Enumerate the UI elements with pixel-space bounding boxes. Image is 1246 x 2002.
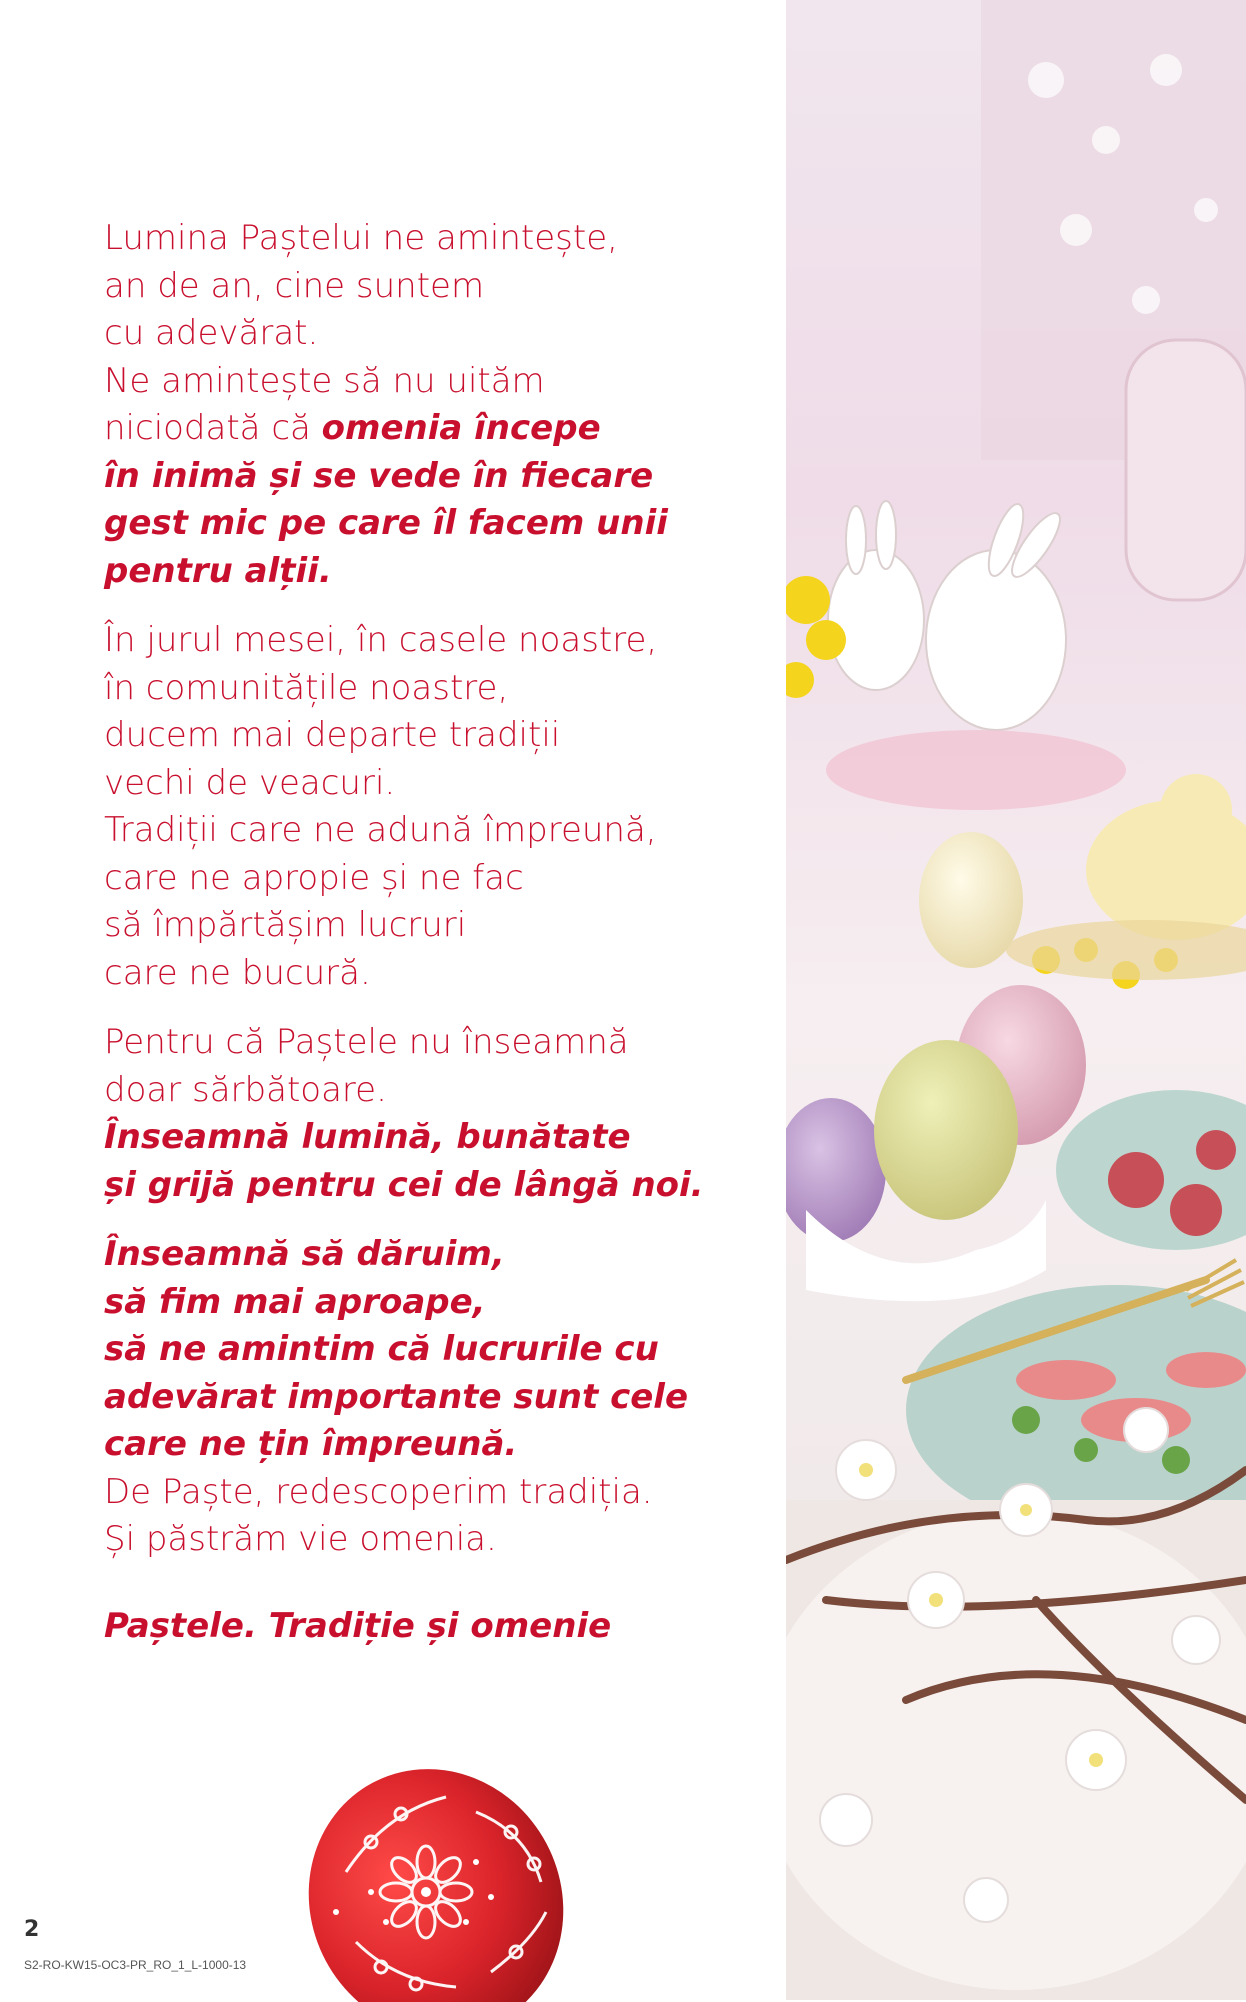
paragraph-1 <box>104 215 754 595</box>
text-line: să ne amintim că lucrurile cu <box>104 1329 659 1369</box>
text-line: adevărat importante sunt cele <box>104 1376 689 1417</box>
text-line: vechi de veacuri. <box>104 762 396 803</box>
paragraph-3 <box>104 1019 754 1209</box>
text-line: să fim mai aproape, <box>104 1281 486 1322</box>
text-line: Înseamnă să dăruim, <box>104 1234 505 1274</box>
text-line: Ne amintește să nu uităm <box>104 360 545 401</box>
text-line: ducem mai departe tradiții <box>104 715 561 755</box>
text-line-emphasis: omenia începe <box>321 408 601 448</box>
text-line: În jurul mesei, în casele noastre, <box>104 620 658 660</box>
text-line-start: niciodată că <box>104 408 322 448</box>
text-line: în inimă și se vede în fiecare <box>104 455 654 496</box>
text-line: care ne țin împreună. <box>104 1424 518 1464</box>
text-line: De Paște, redescoperim tradiția. <box>104 1471 653 1512</box>
easter-message <box>104 215 754 1586</box>
text-line: care ne bucură. <box>104 952 371 993</box>
text-line: să împărtășim lucruri <box>104 905 467 945</box>
text-line: doar sărbătoare. <box>104 1069 387 1110</box>
paragraph-4 <box>104 1231 754 1564</box>
easter-table-photo <box>786 0 1246 2000</box>
text-line: cu adevărat. <box>104 313 319 353</box>
text-line: care ne apropie și ne fac <box>104 857 524 898</box>
text-line: Și păstrăm vie omenia. <box>104 1519 497 1559</box>
text-line: Lumina Paștelui ne amintește, <box>104 218 618 258</box>
text-line: Pentru că Paștele nu înseamnă <box>104 1022 629 1062</box>
paragraph-2 <box>104 617 754 997</box>
text-line: și grijă pentru cei de lângă noi. <box>104 1164 704 1205</box>
document-code: S2-RO-KW15-OC3-PR_RO_1_L-1000-13 <box>24 1958 247 1972</box>
text-line: Tradiții care ne adună împreună, <box>104 810 657 850</box>
text-line: gest mic pe care îl facem unii <box>104 503 668 543</box>
text-line: în comunitățile noastre, <box>104 667 509 708</box>
text-line: pentru alții. <box>104 550 332 591</box>
page-number: 2 <box>24 1917 40 1942</box>
text-line: an de an, cine suntem <box>104 265 485 306</box>
text-line <box>104 405 754 453</box>
decorated-easter-egg-icon <box>276 1752 596 2002</box>
text-line: Înseamnă lumină, bunătate <box>104 1117 631 1157</box>
slogan: Paștele. Tradiție și omenie <box>104 1606 612 1646</box>
